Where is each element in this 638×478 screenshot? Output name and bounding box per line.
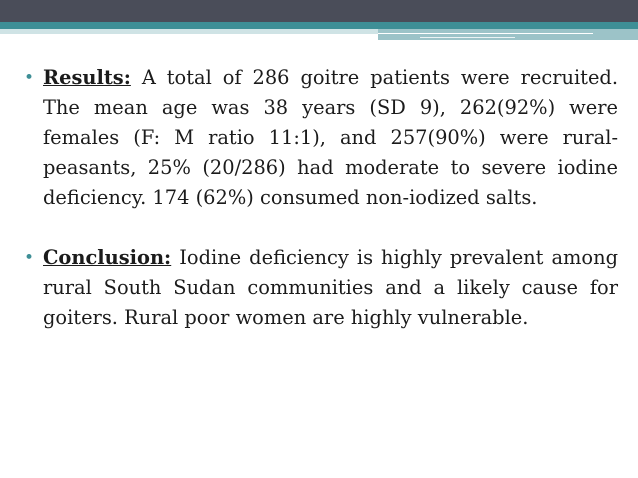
conclusion-text: Iodine deficiency is highly prevalent among rural South Sudan communities and a likely cause for goiters. Rural poor women are highly vulnerable. (43, 246, 618, 329)
bullet-results (24, 63, 618, 213)
header-band-dark (0, 0, 638, 22)
bullet-marker: • (24, 248, 35, 268)
results-label: Results: (43, 66, 131, 89)
header-accent-line (420, 37, 515, 38)
header-accent-block (378, 29, 638, 40)
results-text: A total of 286 goitre patients were recruited. The mean age was 38 years (SD 9), 262(92%) were females (F: M ratio 11:1), and 257(90%) were rural- peasants, 25% (20/286) had moderate to severe iodine deficiency. 174 (62%) consumed non-iodized salts. (43, 66, 618, 209)
header-band-teal (0, 22, 638, 29)
header-accent-line (378, 33, 593, 34)
bullet-marker: • (24, 68, 35, 88)
bullet-list (24, 63, 618, 333)
conclusion-label: Conclusion: (43, 246, 172, 269)
bullet-conclusion (24, 243, 618, 333)
